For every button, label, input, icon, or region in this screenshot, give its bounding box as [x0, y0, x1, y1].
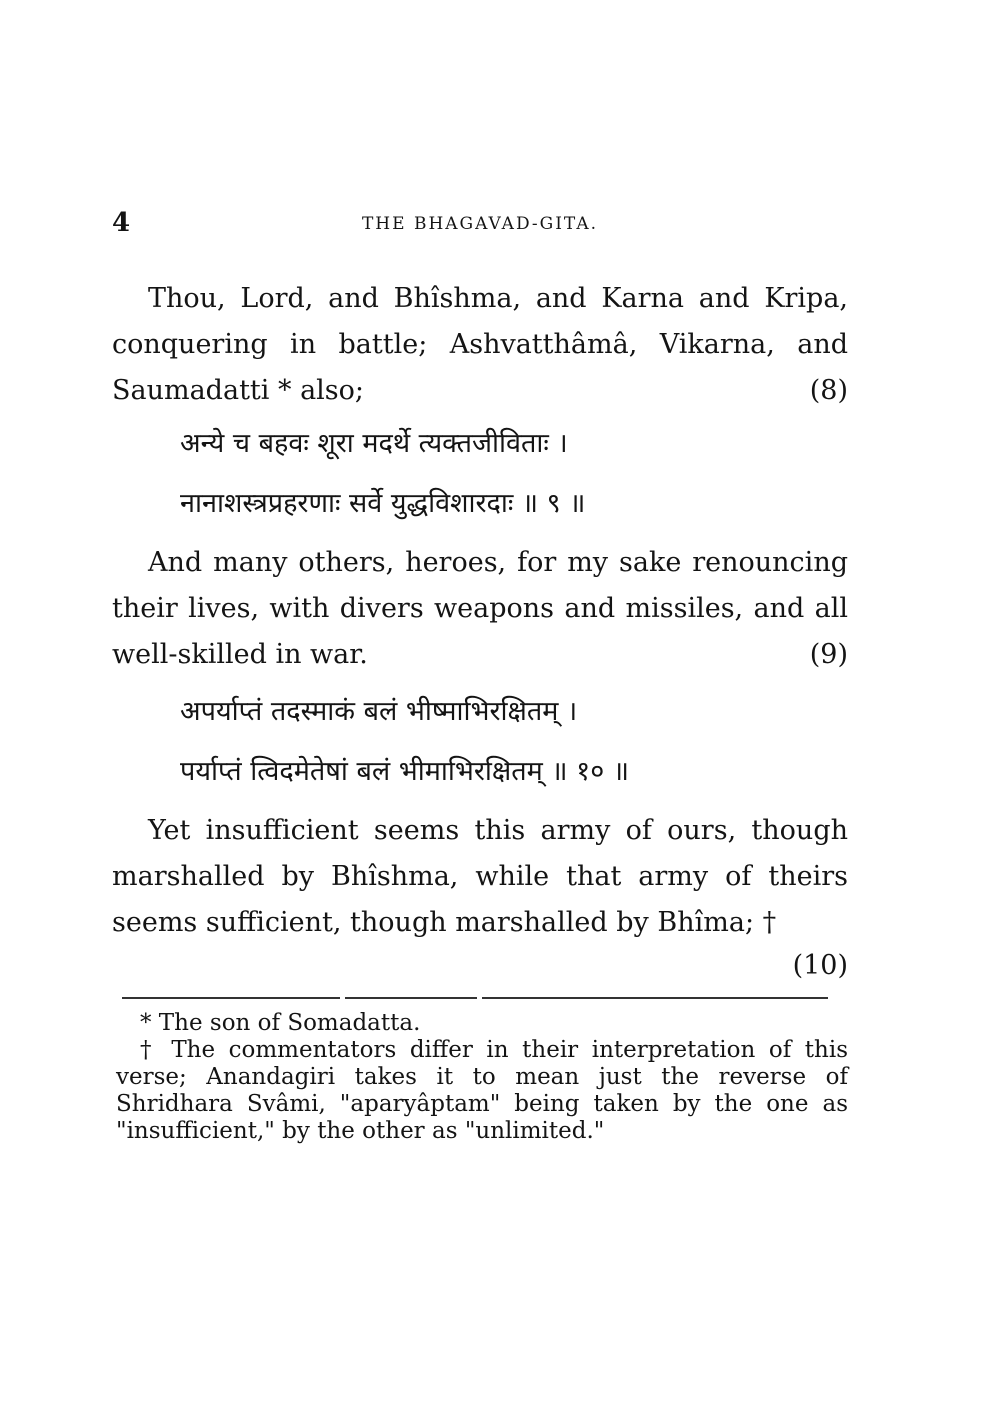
sanskrit-verse-10-line-2: पर्याप्तं त्विदमेतेषां बलं भीमाभिरक्षितम् ॥ १० ॥ — [180, 756, 629, 787]
verse-10-text: Yet insufficient seems this army of ours, though marshalled by Bhîshma, while that army of theirs seems sufficient, though marshalled by Bhîma; † — [112, 815, 848, 938]
verse-8-number: (8) — [809, 375, 848, 406]
page-header — [112, 208, 848, 248]
sanskrit-verse-9-line-2: नानाशस्त्रप्रहरणाः सर्वे युद्धविशारदाः ॥ ९ ॥ — [180, 488, 586, 519]
verse-9-number: (9) — [809, 639, 848, 670]
footnote-2: † The commentators differ in their interpretation of this verse; Anandagiri takes it to mean just the reverse of Shridhara Svâmi, "aparyâptam" being taken by the one as "insufficient," by the other as "unlimited." — [116, 1037, 848, 1144]
footnote-rule-1 — [122, 997, 340, 999]
verse-8-translation — [112, 276, 848, 414]
running-title: THE BHAGAVAD-GITA. — [361, 214, 599, 234]
sanskrit-verse-10-line-1: अपर्याप्तं तदस्माकं बलं भीष्माभिरक्षितम् । — [180, 696, 578, 727]
sanskrit-verse-9-line-1: अन्ये च बहवः शूरा मदर्थे त्यक्तजीविताः । — [180, 428, 568, 459]
verse-10-number: (10) — [792, 950, 848, 981]
verse-9-translation — [112, 540, 848, 678]
sanskrit-verse-10 — [180, 682, 860, 802]
footnotes — [116, 1010, 848, 1145]
footnote-rule-3 — [482, 997, 828, 999]
footnote-1: * The son of Somadatta. — [140, 1010, 421, 1036]
page-number: 4 — [112, 208, 131, 238]
verse-10-translation — [112, 808, 848, 946]
footnote-rule-2 — [345, 997, 477, 999]
verse-9-text: And many others, heroes, for my sake renouncing their lives, with divers weapons and missiles, and all well-skilled in war. — [112, 547, 848, 670]
sanskrit-verse-9 — [180, 414, 860, 534]
verse-8-text: Thou, Lord, and Bhîshma, and Karna and Kripa, conquering in battle; Ashvatthâmâ, Vikarna, and Saumadatti * also; — [112, 283, 848, 406]
